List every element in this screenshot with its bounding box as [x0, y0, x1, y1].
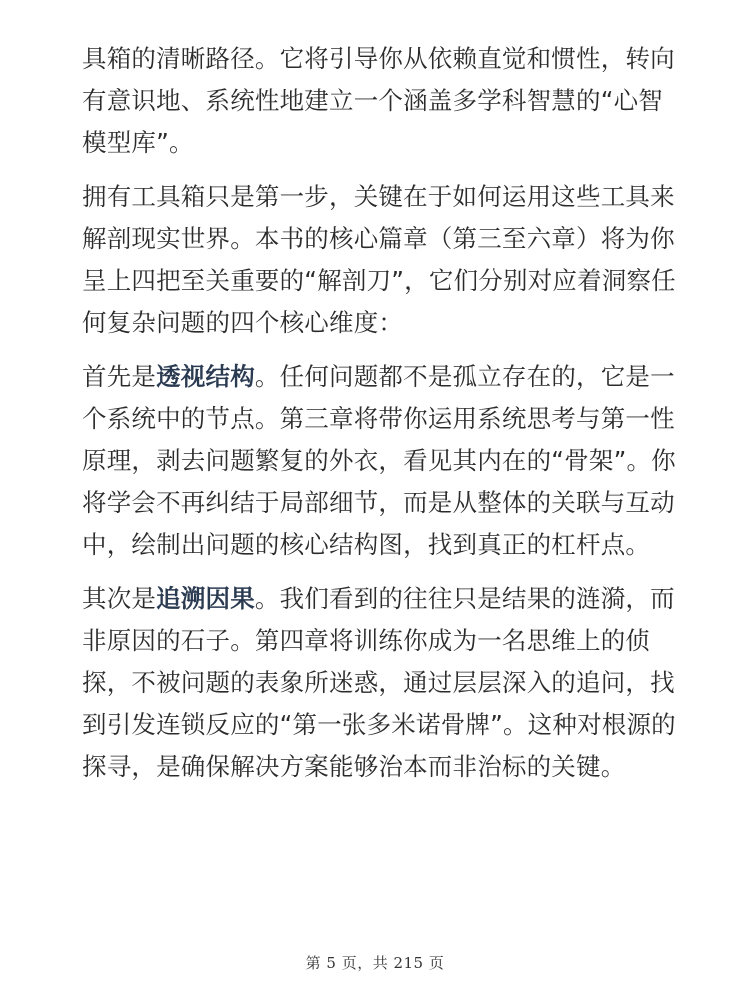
document-body [82, 38, 678, 800]
paragraph-text: 。任何问题都不是孤立存在的，它是一个系统中的节点。第三章将带你运用系统思考与第一性原理，剥去问题繁复的外衣，看见其内在的“骨架”。你将学会不再纠结于局部细节，而是从整体的关联与互动中，绘制出问题的核心结构图，找到真正的杠杆点。 [82, 362, 676, 559]
paragraph-text: 拥有工具箱只是第一步，关键在于如何运用这些工具来解剖现实世界。本书的核心篇章（第三至六章）将为你呈上四把至关重要的“解剖刀”，它们分别对应着洞察任何复杂问题的四个核心维度： [82, 182, 676, 337]
emphasis-term: 追溯因果 [156, 584, 255, 613]
paragraph [82, 176, 678, 344]
paragraph [82, 356, 678, 566]
page-number: 第 5 页，共 215 页 [305, 954, 445, 972]
paragraph-text: 。我们看到的往往只是结果的涟漪，而非原因的石子。第四章将训练你成为一名思维上的侦探，不被问题的表象所迷惑，通过层层深入的追问，找到引发连锁反应的“第一张多米诺骨牌”。这种对根源的探寻，是确保解决方案能够治本而非治标的关键。 [82, 584, 676, 781]
paragraph-text: 具箱的清晰路径。它将引导你从依赖直觉和惯性，转向有意识地、系统性地建立一个涵盖多学科智慧的“心智模型库”。 [82, 44, 675, 157]
paragraph-prefix: 首先是 [82, 362, 157, 391]
paragraph [82, 578, 678, 788]
paragraph [82, 38, 678, 164]
emphasis-term: 透视结构 [156, 362, 255, 391]
paragraph-prefix: 其次是 [82, 584, 157, 613]
